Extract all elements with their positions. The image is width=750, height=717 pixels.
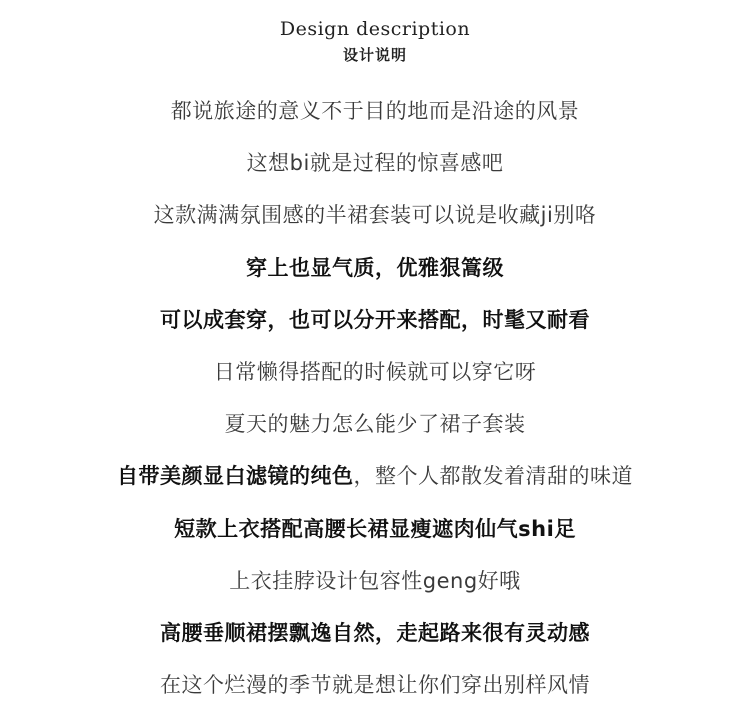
description-line-highlight: 可以成套穿，也可以分开来搭配，时髦又耐看 xyxy=(160,307,590,332)
description-line: 都说旅途的意义不于目的地而是沿途的风景 xyxy=(170,99,580,123)
description-line-highlight: 穿上也显气质，优雅狠篙级 xyxy=(246,255,504,280)
description-line-highlight: 短款上衣搭配高腰长裙显瘦遮肉仙气shi足 xyxy=(174,516,576,541)
description-line: 这想bi就是过程的惊喜感吧 xyxy=(246,151,504,176)
description-line-bold-part: 自带美颜显白滤镜的纯色 xyxy=(117,464,354,489)
description-line: 夏天的魅力怎么能少了裙子套装 xyxy=(224,412,526,437)
description-line-normal-part: ，整个人都散发着清甜的味道 xyxy=(353,464,633,489)
description-line: 上衣挂脖设计包容性geng好哦 xyxy=(229,568,521,593)
description-lines xyxy=(0,90,750,716)
section-title-english: Design description xyxy=(279,18,471,40)
description-line: 在这个烂漫的季节就是想让你们穿出别样风情 xyxy=(160,673,590,698)
description-line: 日常懒得搭配的时候就可以穿它呀 xyxy=(213,359,537,384)
description-line-highlight: 高腰垂顺裙摆飘逸自然，走起路来很有灵动感 xyxy=(160,620,590,645)
description-line-mixed xyxy=(0,455,750,507)
description-line: 这款满满氛围感的半裙套装可以说是收藏ji别咯 xyxy=(153,203,597,228)
section-title-chinese: 设计说明 xyxy=(342,46,407,64)
